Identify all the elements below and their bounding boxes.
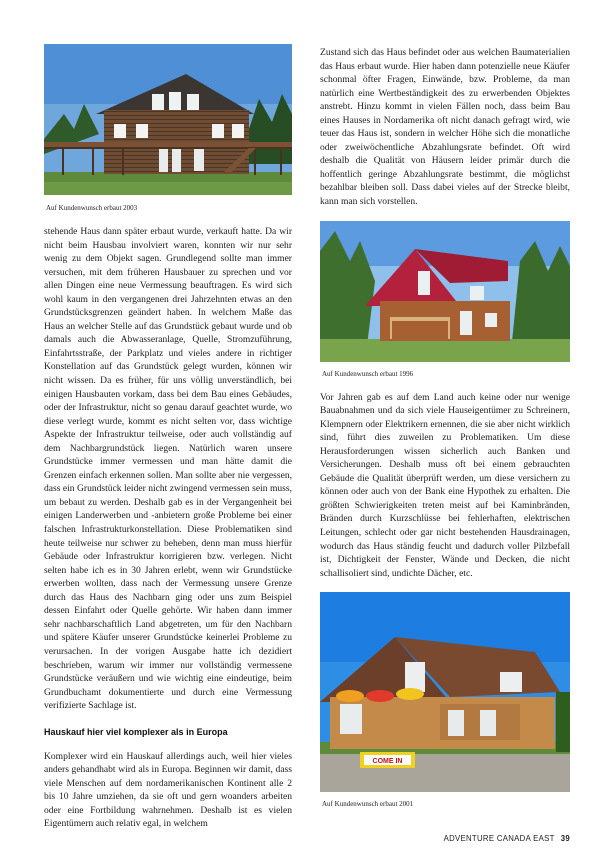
photo-caption-2001: Auf Kundenwunsch erbaut 2001 (322, 800, 414, 809)
left-column (44, 44, 292, 831)
subheading: Hauskauf hier viel komplexer als in Europa (44, 726, 228, 737)
house-2001-illustration (320, 592, 570, 792)
photo-house-2003 (44, 44, 292, 195)
left-paragraph-2: Komplexer wird ein Hauskauf allerdings auch, weil hier vieles anders gehandhabt wird als in Europa. Beginnen wir damit, dass viele Menschen auf dem nordamerikanischen Kontinent alle 2 bis 10 Jahre umziehen, da sie oft und gern woanders arbeiten oder eine Fortbildung wahrnehmen. Deshalb ist es vielen Eigentümern auch relativ egal, in welchem (44, 750, 292, 830)
photo-caption-2003: Auf Kundenwunsch erbaut 2003 (46, 204, 138, 212)
come-in-sign: COME IN (372, 758, 403, 766)
left-paragraph-1: stehende Haus dann später erbaut wurde, verkauft hatte. Da wir nicht beim Hausbau involviert waren, konnten wir nur sehr wenig zu dem Objekt sagen. Grundlegend sollte man immer versuchen, mit dem früheren Hausbauer zu sprechen und vor allen Dingen eine neue Vermessung beauftragen. Es wird sich wohl kaum in den vergangenen drei Jahrzehnten etwas an den Grundstücksgrenzen geändert haben. In welchem Maße das Haus an welcher Stelle auf das Grundstück gebaut wurde und ob damals auch die Abwasseranlage, Quelle, Stromzuführung, Einfahrtsstraße, der Parkplatz und vieles andere in richtiger Konstellation auf das Grundstück gelegt wurden, können wir nicht wissen. Da es früher, für uns völlig unverständlich, bei einigen Hausbauten vorkam, dass bei dem Bau eines Gebäudes, oder der Infrastruktur, nicht so genau darauf geachtet wurde, wo diese verlegt wurde, kommt es nicht selten vor, dass wichtige Aspekte der Infrastruktur teilweise, oder auch vollständig auf dem Nachbargrundstück liegen. Natürlich waren unsere Grundstücke immer vermessen und man hätte damit die Grenzen einfach erkennen sollen. Man sollte aber nie vergessen, dass ein Grundstück leider nicht zwingend vermessen sein muss, um bebaut zu werden. Deshalb gab es in der Vergangenheit bei einigen Landerwerben und -anbietern große Probleme bei einer falschen Infrastrukturkonstellation. Diese Problematiken sind heute teilweise nur schwer zu beheben, denn man muss hierfür Gebäude oder Infrastruktur korrigieren bzw. verlegen. Nicht selten habe ich es in 30 Jahren erlebt, wenn wir Grundstücke erwerben wollten, dass nach der Vermessung unsere Grenze durch das Haus des Nachbarn ging oder uns zum Beispiel dessen Einfahrt oder Quelle gehörte. Wir haben dann immer sehr nachbarschaftlich Land abgetreten, um für den Nachbarn und spätere Käufer unserer Grundstücke keinerlei Probleme zu verursachen. In der vorigen Ausgabe hatte ich dezidiert beschrieben, warum wir immer nur vollständig vermessene Grundstücke veräußern und wie wichtig eine eindeutige, beim Grundbuchamt dokumentierte und durch eine Vermessung verifizierte Sachlage ist. (44, 226, 292, 712)
right-paragraph-1: Zustand sich das Haus befindet oder aus welchen Baumaterialien das Haus erbaut wurde. Hier haben dann potenzielle neue Käufer schonmal öfter Fragen, Einwände, bzw. Probleme, da man natürlich eine Wertbeständigkeit des zu erwerbenden Objektes anstrebt. Hinzu kommt in vielen Fällen noch, dass beim Bau eines Hauses in Nordamerika oft nicht danach gefragt wird, wie teuer das Haus ist, sondern in welcher Höhe sich die monatliche oder zweiwöchentliche Abzahlungsrate befindet. Oft wird deshalb die Qualität von Häusern leider primär durch die hoffentlich geringe Abzahlungsrate bestimmt, die möglichst bezahlbar bleiben soll. Dass dabei vieles auf der Strecke bleibt, kann man sich vorstellen. (320, 47, 570, 208)
photo-house-2001 (320, 592, 570, 792)
photo-caption-1996: Auf Kundenwunsch erbaut 1996 (322, 369, 414, 378)
page-footer (444, 834, 570, 843)
right-column (320, 46, 570, 821)
photo-house-1996 (320, 221, 570, 362)
page-number: 39 (560, 834, 570, 843)
magazine-name: ADVENTURE CANADA EAST (443, 834, 555, 843)
house-1996-illustration (320, 221, 570, 362)
right-paragraph-2: Vor Jahren gab es auf dem Land auch keine oder nur wenige Bauabnahmen und da sich viele Hauseigentümer zu Schreinern, Klempnern oder Elektrikern ernennen, die sie aber nicht wirklich sind, führt dies zuweilen zu Problematiken. Um diese Herausforderungen wissen sicherlich auch Banken und Versicherungen. Deshalb muss oft bei einem gebrauchten Gebäude die Qualität überprüft werden, um diese versichern zu können oder auch von der Bank eine Hypothek zu erhalten. Die größten Schwierigkeiten treten meist auf bei Kaminbränden, Bränden durch Kurzschlüsse bei fehlerhaften, elektrischen Leitungen, schlecht oder gar nicht bestehenden Hausdrainagen, wodurch das Haus ständig feucht und dadurch voller Pilzbefall ist, Dichtigkeit der Fenster, Wände und Decken, die nicht schallisoliert sind, undichte Dächer, etc. (320, 391, 570, 579)
house-2003-illustration (44, 44, 292, 195)
